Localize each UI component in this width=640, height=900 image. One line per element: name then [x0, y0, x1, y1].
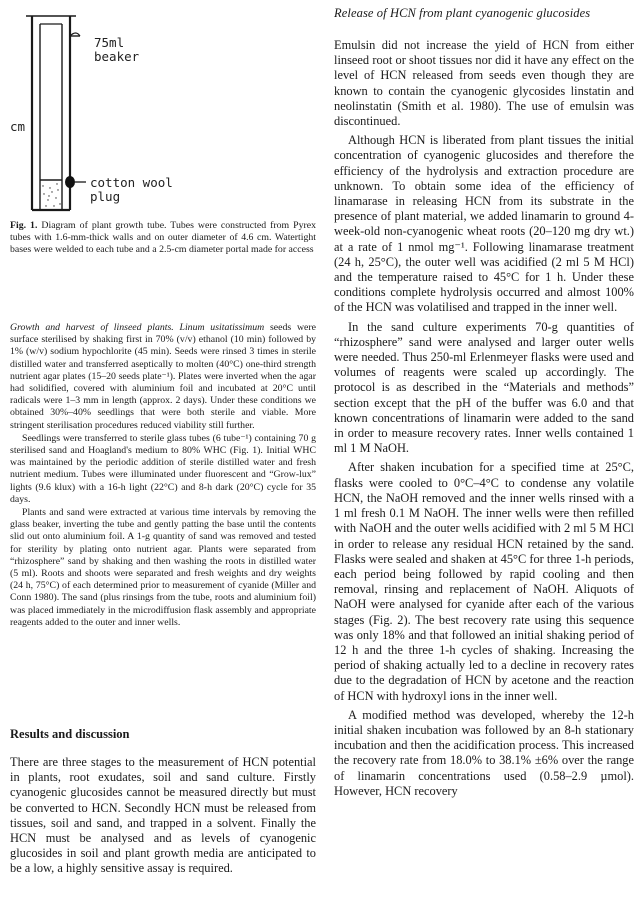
label-cm: cm	[10, 119, 26, 134]
species-name: Linum usitatissimum	[179, 322, 265, 333]
cotton-wool-plug-icon	[65, 176, 75, 188]
figure-1	[10, 10, 320, 215]
right-body	[334, 38, 634, 799]
running-head: Release of HCN from plant cyanogenic glucosides	[334, 6, 591, 20]
methods-paragraph-3: Plants and sand were extracted at various time intervals by removing the glass beaker, inverting the tube and gently patting the base until the contents slid out onto aluminium foil. A 1-g quantity of sand was removed and tested for sterility by plating onto nutrient agar. Plants were separated from “rhizosphere” sand by shaking and then washing the roots in distilled water (5 ml). Roots and shoots were separated and fresh weights and dry weights (24 h, 75°C) of each determined prior to measurement of cyanide (Miller and Conn 1980). The sand (plus rinsings from the tube, roots and aluminium foil) was placed immediately in the microdiffusion flask assembly and appropriate reagents added to the outer and inner wells.	[10, 507, 316, 628]
right-paragraph-3: In the sand culture experiments 70-g quantities of “rhizosphere” sand were analysed and larger outer wells were needed. Thus 250-ml Erlenmeyer flasks were used and volumes of reagents were scaled up accordingly. The protocol is as described in the “Materials and methods” section except that the pH of the buffer was 6.0 and that known concentrations of linamarin were added to the sand in order to measure recovery rates. Inner wells contained 1 ml 1 M NaOH.	[334, 319, 634, 456]
methods-lead: Growth and harvest of linseed plants.	[10, 322, 174, 333]
methods-section	[10, 322, 316, 630]
right-paragraph-2: Although HCN is liberated from plant tissues the initial concentration of cyanogenic glucosides and therefore the efficiency of the hydrolysis and extraction procedure are unknown. To obtain some idea of the efficiency of linamarase in releasing HCN from its substrate in the presence of plant material, we added linamarin to ground 4-week-old non-cyanogenic wheat roots (20–120 mg dry wt.) at a rate of 1 nmol mg⁻¹. Following linamarase treatment (24 h, 25°C), the outer well was acidified (2 ml 5 M HCl) and the temperature raised to 45°C for 1 h. Under these conditions complete hydrolysis occurred and almost 100% of the HCN was volatilised and trapped in the inner well.	[334, 133, 634, 315]
right-paragraph-5: A modified method was developed, whereby the 12-h initial shaken incubation was followed by an 8-h stationary incubation and then the acidification process. This increased the recovery rate from 18.0% to 38.1% ±6% over the range of linamarin concentrations used (0.58–2.9 µmol). However, HCN recovery	[334, 707, 634, 798]
right-paragraph-4: After shaken incubation for a specified time at 25°C, flasks were cooled to 0°C–4°C to condense any volatile HCN, the NaOH removed and the inner wells rinsed with a 1 ml fresh 0.1 M NaOH. The inner wells were then refilled with NaOH and the outer wells acidified with 2 ml 5 M HCl in order to release any residual HCN retained by the sand. Flasks were sealed and shaken at 45°C for three 1-h periods, each period being followed by rapid cooling and then removal, rinsing and replacement of NaOH. Aliquots of NaOH were analysed for cyanide after each of the various stages (Fig. 2). The best recovery rate using this sequence was only 18% and that followed an initial shaking period of 12 h and the three 1-h cycles of shaking. Increasing the period of shaking actually led to a decline in recovery rates due to the degradation of HCN by acetone and the reaction of HCN with hydroxyl ions in the inner well.	[334, 460, 634, 703]
label-beaker	[94, 36, 139, 64]
methods-paragraph-1: Growth and harvest of linseed plants. Linum usitatissimum seeds were surface sterilised by shaking first in 70% (v/v) ethanol (10 min) followed by 1% (w/v) sodium hypochlorite (45 min). Seeds were rinsed 3 times in sterile distilled water and transferred aseptically to molten (40°C) one-third strength nutrient agar plates (15–20 seeds plate⁻¹). Plates were inverted when the agar had solidified, covered with aluminium foil and incubated at 20°C until radicals were 1–3 mm in length (approx. 2 days). Under these conditions we obtained 30%–40% seedlings that were both sterile and viable. More stringent sterilisation procedures reduced viability still further.	[10, 322, 316, 431]
section-heading: Results and discussion	[10, 727, 130, 741]
results-paragraph-1: There are three stages to the measurement of HCN potential in plants, root exudates, soil and sand culture. Firstly cyanogenic glucosides cannot be measured directly but must be converted to HCN. Secondly HCN must be released from tissues, soil and sand, and trapped in a solvent. Finally the HCN must be analysed and as levels of cyanogenic glucosides in soil and plant growth media are anticipated to be a low, a highly sensitive assay is required.	[10, 755, 316, 876]
results-body	[10, 755, 316, 877]
figure-caption	[10, 220, 316, 256]
right-paragraph-1: Emulsin did not increase the yield of HCN from either linseed root or shoot tissues nor did it have any effect on the level of HCN released from seeds even though they are known to contain the cyanogenic glycosides linstatin and neolinstatin (Smith et al. 1980). The use of emulsin was discontinued.	[334, 38, 634, 129]
label-plug-line1: cotton wool	[90, 175, 173, 190]
sand-fill	[42, 183, 60, 206]
methods-paragraph-2: Seedlings were transferred to sterile glass tubes (6 tube⁻¹) containing 70 g sterilised sand and Hoagland's medium to 80% WHC (Fig. 1). Initial WHC was maintained by the periodic addition of sterile distilled water and fresh nutrient medium. Tubes were illuminated under fluorescent and “Grow-lux” lights (9.6 klux) with a 16-h light (22°C) and 8-h dark (20°C) cycle for 35 days.	[10, 432, 316, 505]
label-beaker-line1: 75ml	[94, 35, 125, 50]
label-beaker-line2: beaker	[94, 49, 140, 64]
caption-text: Diagram of plant growth tube. Tubes were constructed from Pyrex tubes with 1.6-mm-thick walls and on outer diameter of 4.6 cm. Watertight bases were welded to each tube and a 2.5-cm diameter portal made for access	[10, 220, 316, 255]
label-plug	[90, 176, 173, 204]
caption-label: Fig. 1.	[10, 220, 38, 231]
label-plug-line2: plug	[90, 189, 121, 204]
